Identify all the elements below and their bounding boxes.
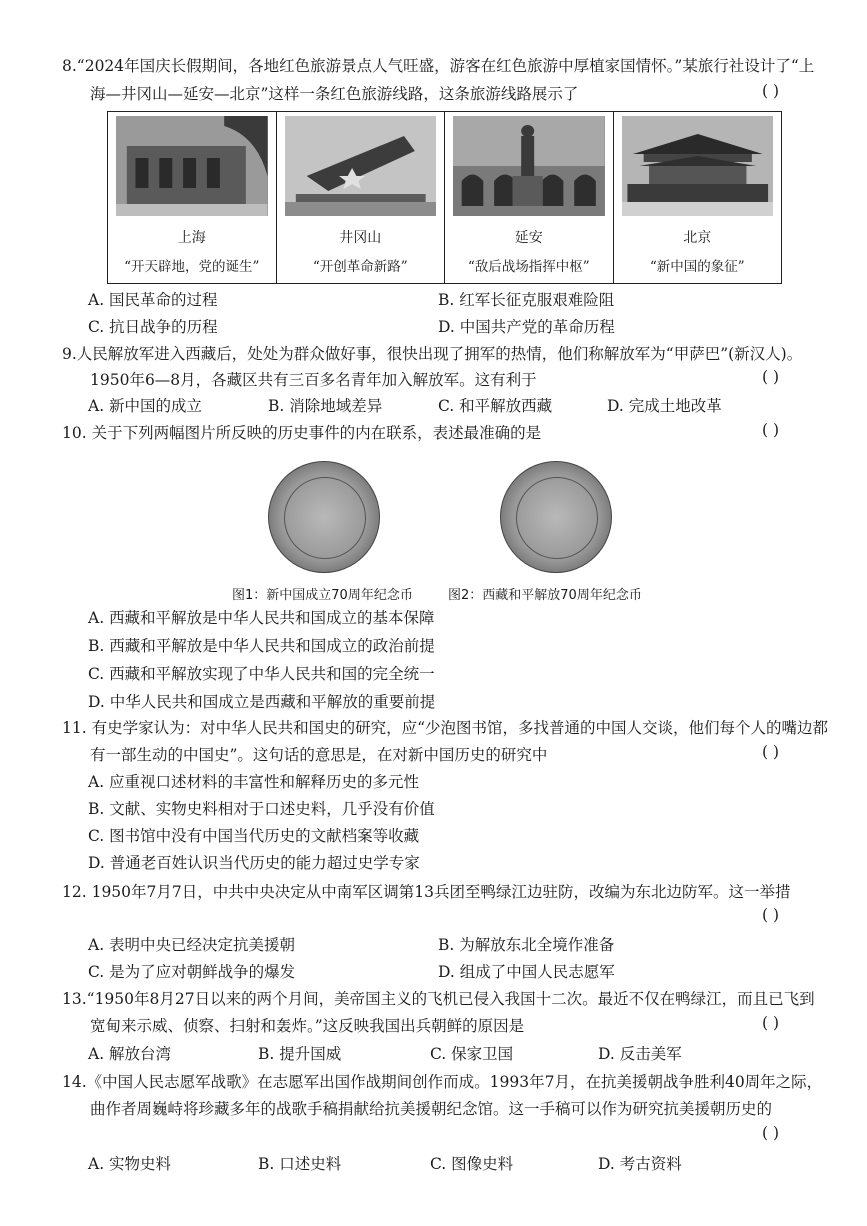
figure-caption-2: 图2：西藏和平解放70周年纪念币 (448, 588, 642, 603)
q13-stem-line1: 13.“1950年8月27日以来的两个月间，美帝国主义的飞机已侵入我国十二次。最近不仅在鸭绿江，而且已飞到 (62, 990, 815, 1008)
panel-yanan (445, 112, 614, 284)
coin-figure-1 (268, 461, 380, 573)
q12-stem: 12. 1950年7月7日，中共中央决定从中南军区调第13兵团至鸭绿江边驻防，改编为东北边防军。这一举措 (62, 883, 791, 901)
q9-option-a[interactable]: A. 新中国的成立 (88, 397, 203, 415)
q8-option-a[interactable]: A. 国民革命的过程 (88, 291, 218, 309)
jinggangshan-photo (285, 116, 437, 216)
shanghai-photo (116, 116, 268, 216)
q14-stem-line1: 14.《中国人民志愿军战歌》在志愿军出国作战期间创作而成。1993年7月，在抗美援朝战争胜利40周年之际， (62, 1073, 823, 1091)
q8-stem-line2: 海—井冈山—延安—北京”这样一条红色旅游线路，这条旅游线路展示了 (90, 85, 579, 103)
q13-option-a[interactable]: A. 解放台湾 (88, 1045, 172, 1063)
panel-slogan: “敌后战场指挥中枢” (467, 259, 590, 275)
q11-option-d[interactable]: D. 普通老百姓认识当代历史的能力超过史学专家 (88, 854, 420, 872)
q9-option-d[interactable]: D. 完成土地改革 (607, 397, 722, 415)
q8-answer-paren: ( ) (762, 82, 780, 100)
panel-city: 上海 (177, 230, 206, 246)
q14-option-d[interactable]: D. 考古资料 (598, 1155, 682, 1173)
q10-option-c[interactable]: C. 西藏和平解放实现了中华人民共和国的完全统一 (88, 665, 435, 683)
q8-photo-table (107, 111, 782, 284)
q12-option-a[interactable]: A. 表明中央已经决定抗美援朝 (88, 936, 296, 954)
coin-figure-2 (500, 461, 612, 573)
q9-option-c[interactable]: C. 和平解放西藏 (438, 397, 553, 415)
q10-stem: 10. 关于下列两幅图片所反映的历史事件的内在联系，表述最准确的是 (62, 424, 542, 442)
q11-stem-line1: 11. 有史学家认为：对中华人民共和国史的研究，应“少泡图书馆，多找普通的中国人交谈，他们每个人的嘴边都 (62, 719, 829, 737)
q14-option-a[interactable]: A. 实物史料 (88, 1155, 172, 1173)
q13-option-c[interactable]: C. 保家卫国 (430, 1045, 514, 1063)
panel-slogan: “开天辟地，党的诞生” (124, 259, 260, 275)
q12-option-d[interactable]: D. 组成了中国人民志愿军 (438, 963, 615, 981)
q10-option-b[interactable]: B. 西藏和平解放是中华人民共和国成立的政治前提 (88, 637, 435, 655)
panel-jinggangshan (276, 112, 445, 284)
panel-city: 延安 (514, 230, 543, 246)
panel-city: 北京 (683, 230, 712, 246)
q9-option-b[interactable]: B. 消除地域差异 (268, 397, 383, 415)
q11-option-a[interactable]: A. 应重视口述材料的丰富性和解释历史的多元性 (88, 773, 420, 791)
q11-answer-paren: ( ) (762, 743, 780, 761)
q10-option-d[interactable]: D. 中华人民共和国成立是西藏和平解放的重要前提 (88, 693, 436, 711)
yanan-photo (453, 116, 605, 216)
q12-option-c[interactable]: C. 是为了应对朝鲜战争的爆发 (88, 963, 296, 981)
coin-emblem-2 (516, 477, 598, 559)
q8-option-d[interactable]: D. 中国共产党的革命历程 (438, 318, 615, 336)
q8-stem-line1: 8.“2024年国庆长假期间，各地红色旅游景点人气旺盛，游客在红色旅游中厚植家国情怀。”某旅行社设计了“上 (62, 57, 815, 75)
q12-option-b[interactable]: B. 为解放东北全境作准备 (438, 936, 615, 954)
q8-option-b[interactable]: B. 红军长征克服艰难险阻 (438, 291, 615, 309)
coin-emblem-1 (284, 477, 366, 559)
q13-option-b[interactable]: B. 提升国威 (258, 1045, 342, 1063)
q11-stem-line2: 有一部生动的中国史”。这句话的意思是，在对新中国历史的研究中 (90, 746, 548, 764)
q9-stem-line1: 9.人民解放军进入西藏后，处处为群众做好事，很快出现了拥军的热情，他们称解放军为“甲萨巴”(新汉人)。 (62, 345, 803, 363)
q9-stem-line2: 1950年6—8月，各藏区共有三百多名青年加入解放军。这有利于 (90, 371, 537, 389)
beijing-photo (622, 116, 774, 216)
q8-option-c[interactable]: C. 抗日战争的历程 (88, 318, 218, 336)
q13-option-d[interactable]: D. 反击美军 (598, 1045, 682, 1063)
q14-answer-paren: ( ) (762, 1124, 780, 1142)
q14-option-c[interactable]: C. 图像史料 (430, 1155, 514, 1173)
q13-answer-paren: ( ) (762, 1014, 780, 1032)
q14-stem-line2: 曲作者周巍峙将珍藏多年的战歌手稿捐献给抗美援朝纪念馆。这一手稿可以作为研究抗美援朝历史的 (90, 1100, 773, 1118)
figure-caption-1: 图1：新中国成立70周年纪念币 (232, 588, 413, 603)
panel-city: 井冈山 (339, 230, 382, 246)
q14-option-b[interactable]: B. 口述史料 (258, 1155, 342, 1173)
q11-option-b[interactable]: B. 文献、实物史料相对于口述史料，几乎没有价值 (88, 800, 435, 818)
panel-slogan: “开创革命新路” (312, 259, 408, 275)
q9-answer-paren: ( ) (762, 368, 780, 386)
panel-slogan: “新中国的象征” (649, 259, 745, 275)
q10-answer-paren: ( ) (762, 421, 780, 439)
panel-shanghai (108, 112, 277, 284)
q11-option-c[interactable]: C. 图书馆中没有中国当代历史的文献档案等收藏 (88, 827, 420, 845)
q10-option-a[interactable]: A. 西藏和平解放是中华人民共和国成立的基本保障 (88, 609, 435, 627)
q12-answer-paren: ( ) (762, 906, 780, 924)
panel-beijing (613, 112, 782, 284)
q13-stem-line2: 宽甸来示威、侦察、扫射和轰炸。”这反映我国出兵朝鲜的原因是 (90, 1017, 525, 1035)
